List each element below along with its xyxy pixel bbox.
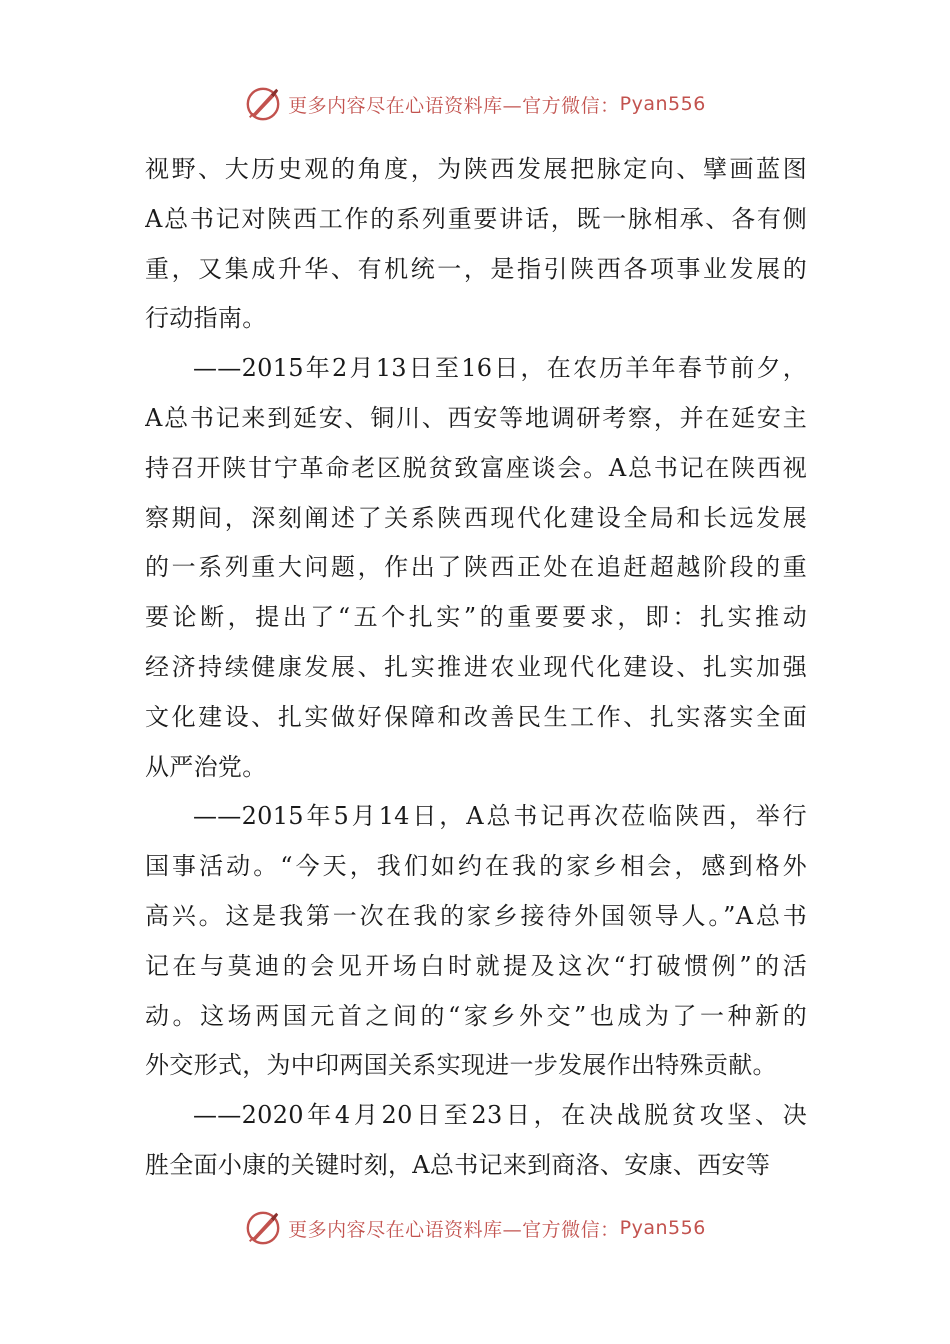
quill-logo-icon (244, 1209, 282, 1247)
paragraph-line: 重，又集成升华、有机统一，是指引陕西各项事业发展的 (145, 254, 807, 283)
paragraph-line: 外交形式，为中印两国关系实现进一步发展作出特殊贡献。 (145, 1051, 777, 1080)
footer-watermark (0, 1208, 950, 1248)
watermark-text: 更多内容尽在心语资料库—官方微信： (288, 1218, 620, 1241)
paragraph (145, 344, 807, 792)
paragraph-line: 动。这场两国元首之间的“家乡外交”也成为了一种新的 (145, 1001, 807, 1030)
paragraph-line: 察期间，深刻阐述了关系陕西现代化建设全局和长远发展 (145, 503, 807, 532)
paragraph-line: 胜全面小康的关键时刻，A总书记来到商洛、安康、西安等 (145, 1150, 771, 1179)
paragraph-line: 从严治党。 (145, 752, 267, 781)
paragraph-line: A总书记来到延安、铜川、西安等地调研考察，并在延安主 (145, 403, 807, 432)
paragraph-line: 行动指南。 (145, 304, 267, 333)
paragraph-line: 的一系列重大问题，作出了陕西正处在追赶超越阶段的重 (145, 553, 807, 582)
paragraph-line: 国事活动。“今天，我们如约在我的家乡相会，感到格外 (145, 852, 807, 881)
paragraph-line: ——2015年5月14日，A总书记再次莅临陕西，举行 (193, 802, 807, 831)
paragraph-line: 文化建设、扎实做好保障和改善民生工作、扎实落实全面 (145, 702, 807, 731)
watermark-handle: Pyan556 (619, 1217, 706, 1239)
watermark-text: 更多内容尽在心语资料库—官方微信： (288, 94, 620, 117)
paragraph-line: 视野、大历史观的角度，为陕西发展把脉定向、擘画蓝图 (145, 155, 807, 183)
watermark-handle: Pyan556 (619, 93, 706, 115)
paragraph-line: ——2015年2月13日至16日，在农历羊年春节前夕， (193, 354, 807, 383)
paragraph (145, 1091, 807, 1191)
paragraph (145, 145, 807, 344)
paragraph-line: 要论断，提出了“五个扎实”的重要要求，即：扎实推动 (145, 603, 807, 632)
paragraph-line: 经济持续健康发展、扎实推进农业现代化建设、扎实加强 (145, 652, 807, 681)
paragraph-line: ——2020年4月20日至23日，在决战脱贫攻坚、决 (193, 1101, 807, 1130)
paragraph-line: 记在与莫迪的会见开场白时就提及这次“打破惯例”的活 (145, 951, 807, 980)
paragraph-line: A总书记对陕西工作的系列重要讲话，既一脉相承、各有侧 (145, 204, 807, 233)
document-body (145, 145, 807, 1200)
paragraph-line: 高兴。这是我第一次在我的家乡接待外国领导人。”A总书 (145, 901, 807, 930)
header-watermark (0, 84, 950, 124)
paragraph (145, 792, 807, 1091)
quill-logo-icon (244, 85, 282, 123)
paragraph-line: 持召开陕甘宁革命老区脱贫致富座谈会。A总书记在陕西视 (145, 453, 807, 482)
